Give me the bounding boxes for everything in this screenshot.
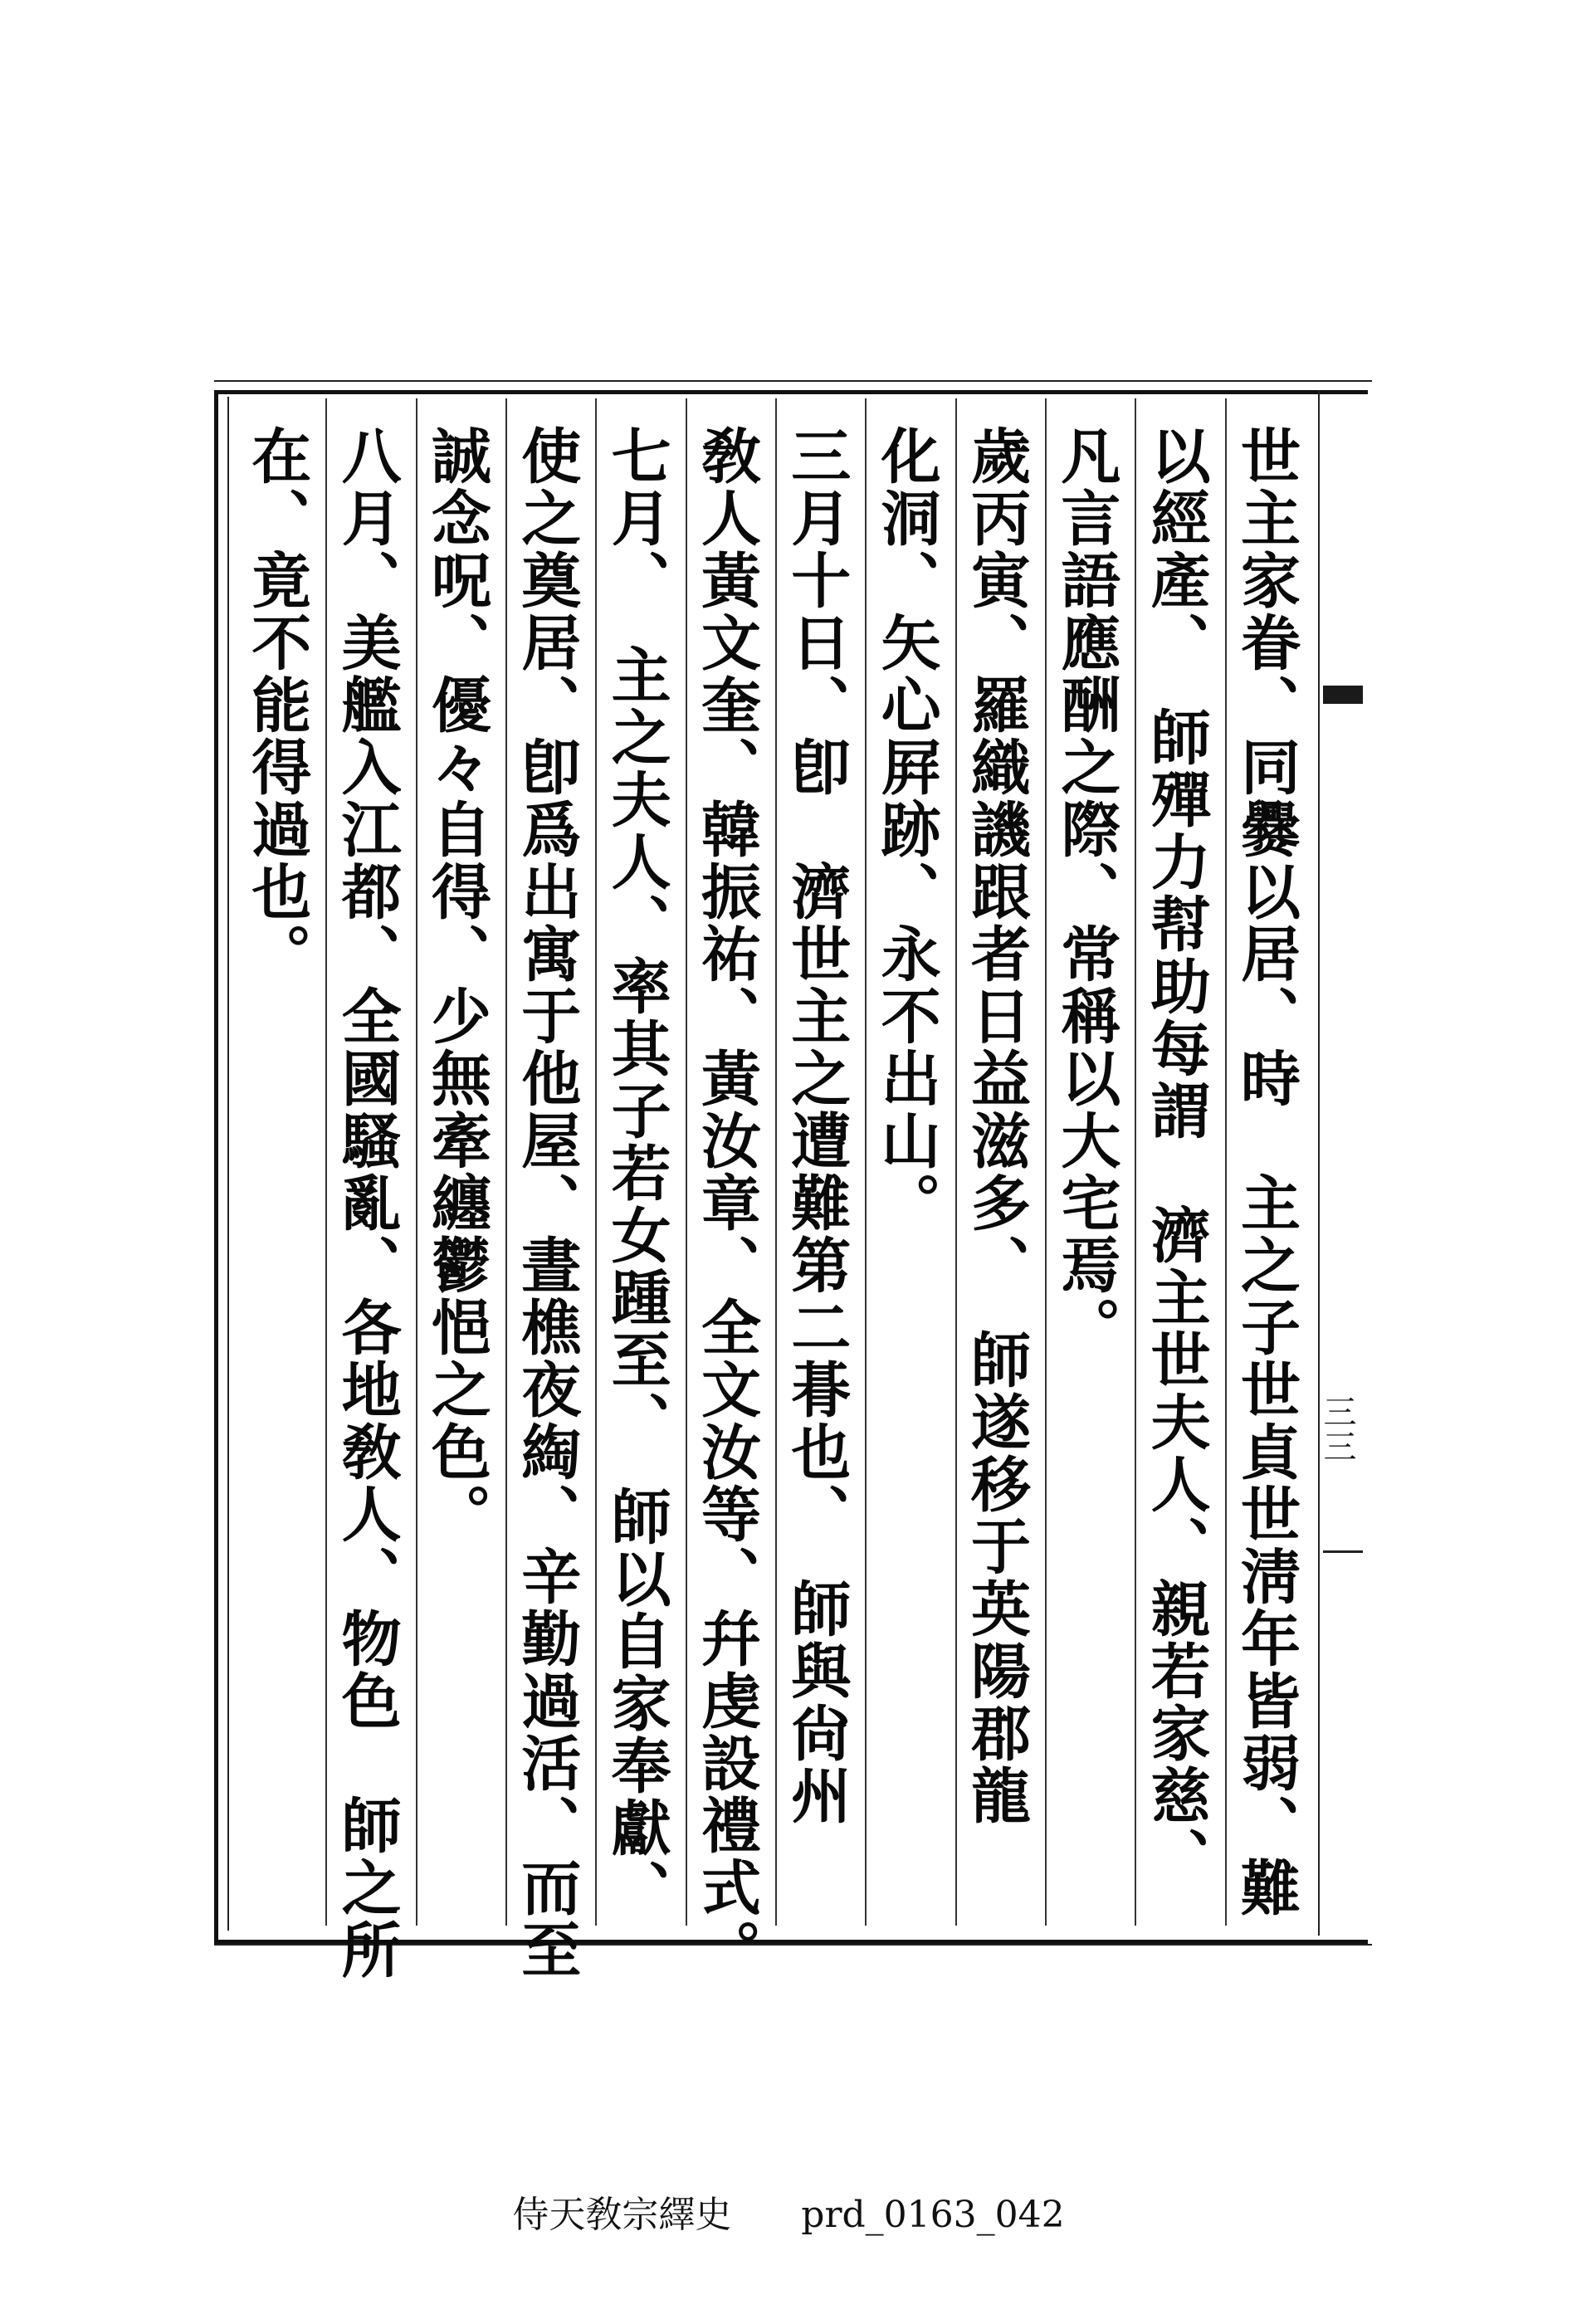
caption-title: 侍天敎宗繹史 [512, 2194, 732, 2236]
text-column [1135, 398, 1224, 1926]
fishtail-mark [1323, 686, 1363, 704]
page-caption [0, 2185, 1577, 2238]
text-column [505, 398, 595, 1981]
margin-column-rule [1318, 390, 1320, 1936]
text-column [595, 398, 685, 1926]
column-text: 八月、美艦入江都、全國騷亂、各地敎人、物色 師之所 [331, 425, 403, 1981]
page-folio: 三三 [1318, 1394, 1356, 1464]
text-column [325, 398, 415, 1981]
text-column [1045, 398, 1135, 1926]
text-column [775, 398, 865, 1926]
column-text: 歲丙寅、羅織譏跟者日益滋多、 師遂移于英陽郡龍 [960, 425, 1032, 1827]
column-text: 三月十日、卽 濟世主之遭難第二朞也、 師與尙州 [781, 425, 852, 1827]
column-text: 在、竟不能得過也。 [242, 425, 313, 985]
column-text: 誠念呪、優々自得、少無牽纏鬱悒之色。 [421, 425, 492, 1545]
text-column [416, 398, 505, 1926]
text-column [865, 398, 954, 1926]
text-column [955, 398, 1045, 1926]
text-columns [236, 398, 1315, 1981]
text-column [236, 398, 325, 1926]
frame-left-inner-rule [227, 397, 229, 1931]
folio-rule [1323, 1550, 1363, 1553]
column-text: 世主家眷、同爨以居、時 主之子世貞世淸年皆弱、難 [1231, 425, 1301, 1919]
text-column [686, 398, 775, 1981]
caption-id: prd_0163_042 [801, 2194, 1065, 2236]
column-text: 凡言語應酬之際、常稱以大宅焉。 [1051, 425, 1122, 1359]
text-column [1225, 398, 1315, 1926]
column-text: 使之奠居、卽爲出寓于他屋、晝樵夜綯、辛勤過活、而至 [511, 425, 583, 1981]
column-text: 敎人黃文奎、韓振祐、黃汝章、全文汝等、幷虔設禮式。 [691, 425, 762, 1981]
column-text: 以經產、 師殫力幇助每謂 濟主世夫人、親若家慈、 [1140, 425, 1212, 1889]
column-text: 七月、 主之夫人、率其子若女踵至、 師以自家奉獻、 [601, 425, 672, 1921]
frame-top-rule [214, 380, 1372, 382]
column-text: 化洞、矢心屛跡、永不出山。 [871, 425, 942, 1234]
